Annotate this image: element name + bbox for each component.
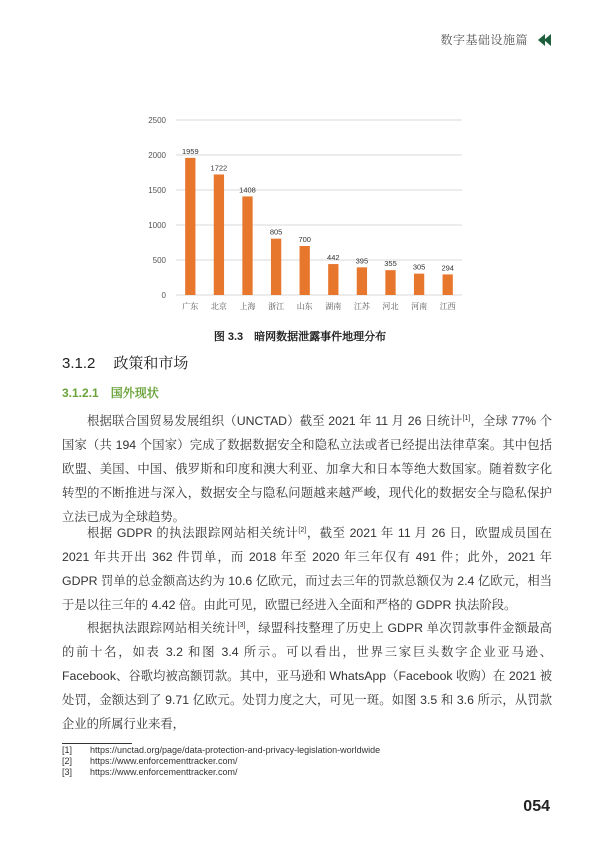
footnote-3: [62, 767, 380, 778]
bar: [328, 264, 338, 295]
data-label: 805: [269, 227, 283, 237]
footnote-ref-2[interactable]: [2]: [298, 527, 307, 534]
bar: [214, 174, 224, 295]
data-label: 700: [298, 235, 311, 244]
section-heading: [62, 352, 188, 373]
bar-chart-svg: [140, 112, 470, 322]
bar-chart: [140, 112, 470, 322]
data-label: 395: [355, 256, 369, 266]
bar: [185, 158, 195, 295]
bar: [271, 239, 281, 295]
paragraph-2: [62, 519, 552, 617]
footnote-ref-1[interactable]: [1]: [462, 415, 471, 422]
y-tick-label: 0: [161, 291, 166, 300]
footnote-link[interactable]: https://unctad.org/page/data-protection-and-privacy-legislation-worldwide: [90, 745, 381, 755]
bar: [357, 267, 367, 295]
footnote-divider: [62, 743, 132, 744]
footnote-2: [62, 756, 380, 767]
y-tick-label: 2000: [148, 151, 166, 160]
bar: [414, 274, 424, 295]
paragraph-1-text-cont: ，全球 77% 个国家（共 194 个国家）完成了数据数据安全和隐私立法或者已经提出法律草案。其中包括欧盟、美国、中国、俄罗斯和印度和澳大利亚、加拿大和日本等绝大数国家。随着数字化转型的不断推进与深入，数据安全与隐私问题越来越严峻，现代化的数据安全与隐私保护立法已成为全球趋势。: [62, 414, 552, 525]
x-tick-label: 河北: [382, 302, 399, 311]
footnote-ref-3[interactable]: [3]: [237, 622, 246, 629]
paragraph-1-text: 根据联合国贸易发展组织（UNCTAD）截至 2021 年 11 月 26 日统计: [87, 414, 463, 429]
data-label: 442: [327, 253, 340, 263]
data-label: 355: [384, 259, 397, 269]
data-label: 294: [441, 263, 454, 273]
y-tick-label: 500: [152, 256, 166, 265]
x-tick-label: 湖南: [325, 302, 342, 311]
x-tick-label: 广东: [182, 302, 199, 311]
bar: [443, 274, 453, 295]
bar: [385, 270, 395, 295]
y-tick-label: 1500: [148, 186, 166, 195]
subsection-number: 3.1.2.1: [62, 386, 99, 400]
header-title: 数字基础设施篇: [440, 33, 528, 47]
paragraph-2-text-cont: ，截至 2021 年 11 月 26 日，欧盟成员国在 2021 年共开出 362 件罚单，而 2018 年至 2020 年三年仅有 491 件；此外，2021 年 GDPR 罚单的总金额高达约为 10.6 亿欧元，而过去三年的罚款总额仅为 2.4 亿欧元，相当于是以往三年的 4.42 倍。由此可见，欧盟已经进入全面和严格的 GDPR 执法阶段。: [62, 526, 552, 613]
x-tick-label: 山东: [296, 302, 313, 311]
footnote-number: [3]: [62, 767, 73, 777]
figure-caption: 图 3.3 暗网数据泄露事件地理分布: [213, 331, 387, 343]
y-tick-label: 2500: [148, 116, 166, 125]
x-tick-label: 江西: [439, 302, 456, 311]
page-header: [440, 31, 550, 48]
data-label: 305: [412, 262, 426, 272]
bar: [300, 246, 310, 295]
x-tick-label: 江苏: [353, 302, 370, 311]
footnote-number: [1]: [62, 745, 73, 755]
footnote-link[interactable]: https://www.enforcementtracker.com/: [90, 756, 238, 766]
subsection-title: 国外现状: [110, 386, 159, 400]
paragraph-3: [62, 614, 552, 736]
x-tick-label: 上海: [239, 302, 256, 311]
x-tick-label: 北京: [210, 302, 227, 311]
paragraph-3-text-cont: ，绿盟科技整理了历史上 GDPR 单次罚款事件金额最高的前十名，如表 3.2 和图 3.4 所示。可以看出，世界三家巨头数字企业亚马逊、Facebook、谷歌均被高额罚款。其中，亚马逊和 WhatsApp（Facebook 收购）在 2021 被处罚，金额达到了 9.71 亿欧元。处罚力度之大，可见一斑。如图 3.5 和 3.6 所示，从罚款企业的所属行业来看，: [62, 621, 552, 732]
paragraph-2-text: 根据 GDPR 的执法跟踪网站相关统计: [87, 526, 299, 541]
x-tick-label: 河南: [411, 302, 428, 311]
footnotes: [62, 745, 380, 778]
paragraph-1: [62, 407, 552, 529]
footnote-number: [2]: [62, 756, 73, 766]
x-tick-label: 浙江: [268, 302, 285, 311]
data-label: 1959: [181, 146, 199, 156]
data-label: 1408: [239, 185, 256, 195]
section-number: 3.1.2: [62, 355, 96, 372]
footnote-link[interactable]: https://www.enforcementtracker.com/: [90, 767, 238, 777]
y-tick-label: 1000: [148, 221, 166, 230]
paragraph-3-text: 根据执法跟踪网站相关统计: [87, 621, 238, 636]
subsection-heading: [62, 384, 159, 401]
double-chevron-left-icon: [538, 34, 550, 46]
section-title: 政策和市场: [113, 355, 189, 372]
data-label: 1722: [210, 163, 228, 173]
footnote-1: [62, 745, 380, 756]
page-number: 054: [523, 798, 550, 815]
bar: [242, 196, 252, 295]
